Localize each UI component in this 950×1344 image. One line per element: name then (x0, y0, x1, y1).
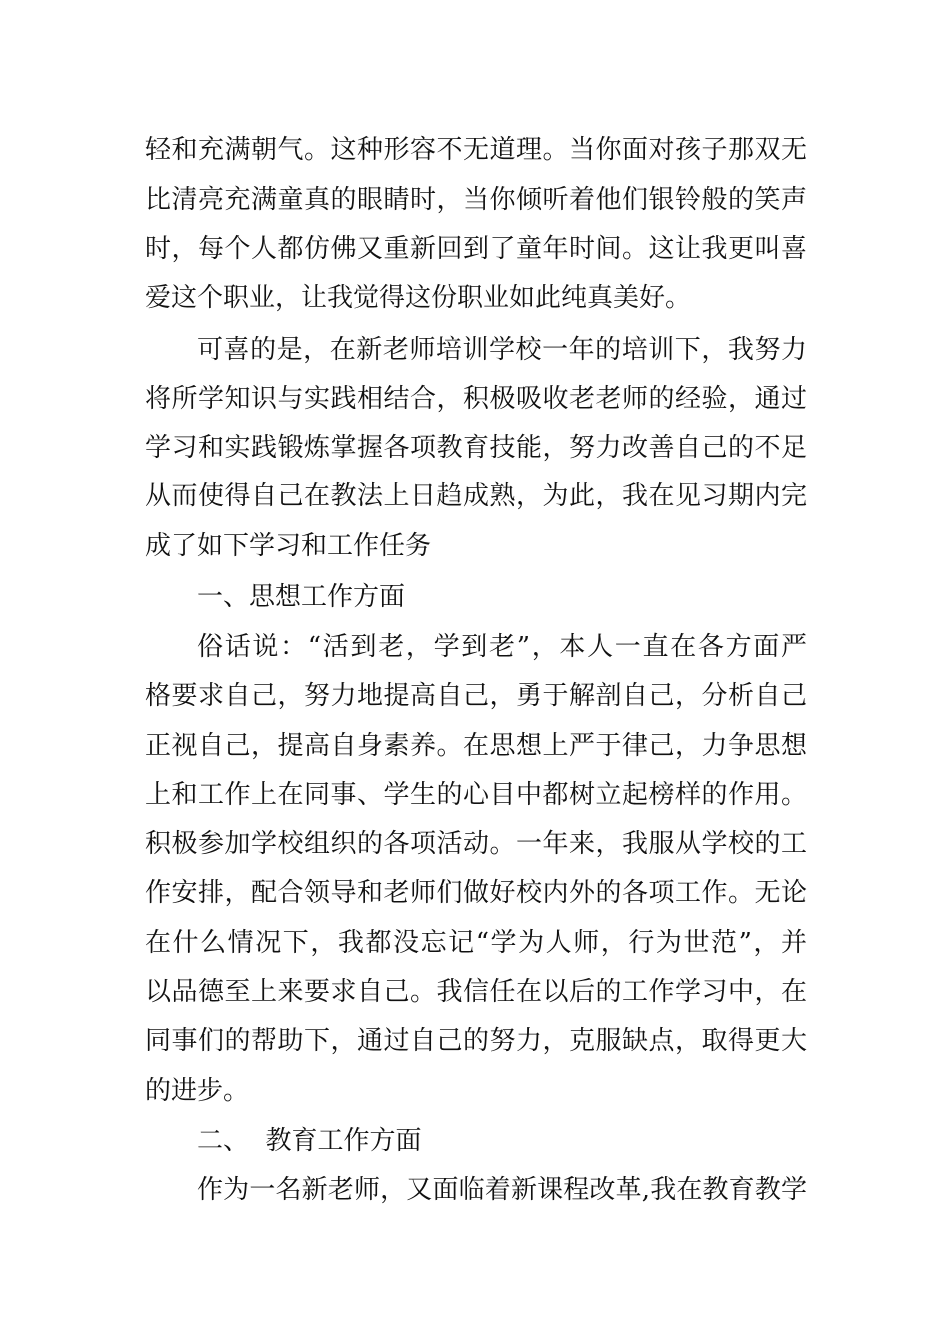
section-heading: 一、思想工作方面 (197, 582, 406, 612)
text-line: 同事们的帮助下，通过自己的努力，克服缺点，取得更大 (145, 1026, 807, 1056)
paragraph-first-line: 作为一名新老师，又面临着新课程改革,我在教育教学 (197, 1175, 807, 1205)
text-line: 在什么情况下，我都没忘记“学为人师，行为世范”，并 (145, 928, 807, 958)
text-line: 爱这个职业，让我觉得这份职业如此纯真美好。 (145, 283, 692, 313)
text-line: 正视自己，提高自身素养。在思想上严于律己，力争思想 (145, 731, 807, 761)
text-line: 成了如下学习和工作任务 (145, 531, 432, 561)
text-line: 积极参加学校组织的各项活动。一年来，我服从学校的工 (145, 829, 807, 859)
text-line: 轻和充满朝气。这种形容不无道理。当你面对孩子那双无 (145, 135, 807, 165)
text-line: 格要求自己，努力地提高自己，勇于解剖自己，分析自己 (145, 681, 807, 711)
text-line: 将所学知识与实践相结合，积极吸收老老师的经验，通过 (145, 384, 807, 414)
text-line: 上和工作上在同事、学生的心目中都树立起榜样的作用。 (145, 780, 807, 810)
text-line: 从而使得自己在教法上日趋成熟，为此，我在见习期内完 (145, 481, 807, 511)
text-line: 作安排，配合领导和老师们做好校内外的各项工作。无论 (145, 878, 807, 908)
text-line: 的进步。 (145, 1076, 250, 1106)
section-heading: 二、 教育工作方面 (197, 1126, 422, 1156)
paragraph-first-line: 可喜的是，在新老师培训学校一年的培训下，我努力 (197, 335, 807, 365)
text-line: 时，每个人都仿佛又重新回到了童年时间。这让我更叫喜 (145, 234, 807, 264)
text-line: 比清亮充满童真的眼睛时，当你倾听着他们银铃般的笑声 (145, 185, 807, 215)
text-line: 学习和实践锻炼掌握各项教育技能，努力改善自己的不足 (145, 433, 807, 463)
paragraph-first-line: 俗话说：“活到老，学到老”，本人一直在各方面严 (197, 632, 807, 662)
text-line: 以品德至上来要求自己。我信任在以后的工作学习中，在 (145, 977, 807, 1007)
